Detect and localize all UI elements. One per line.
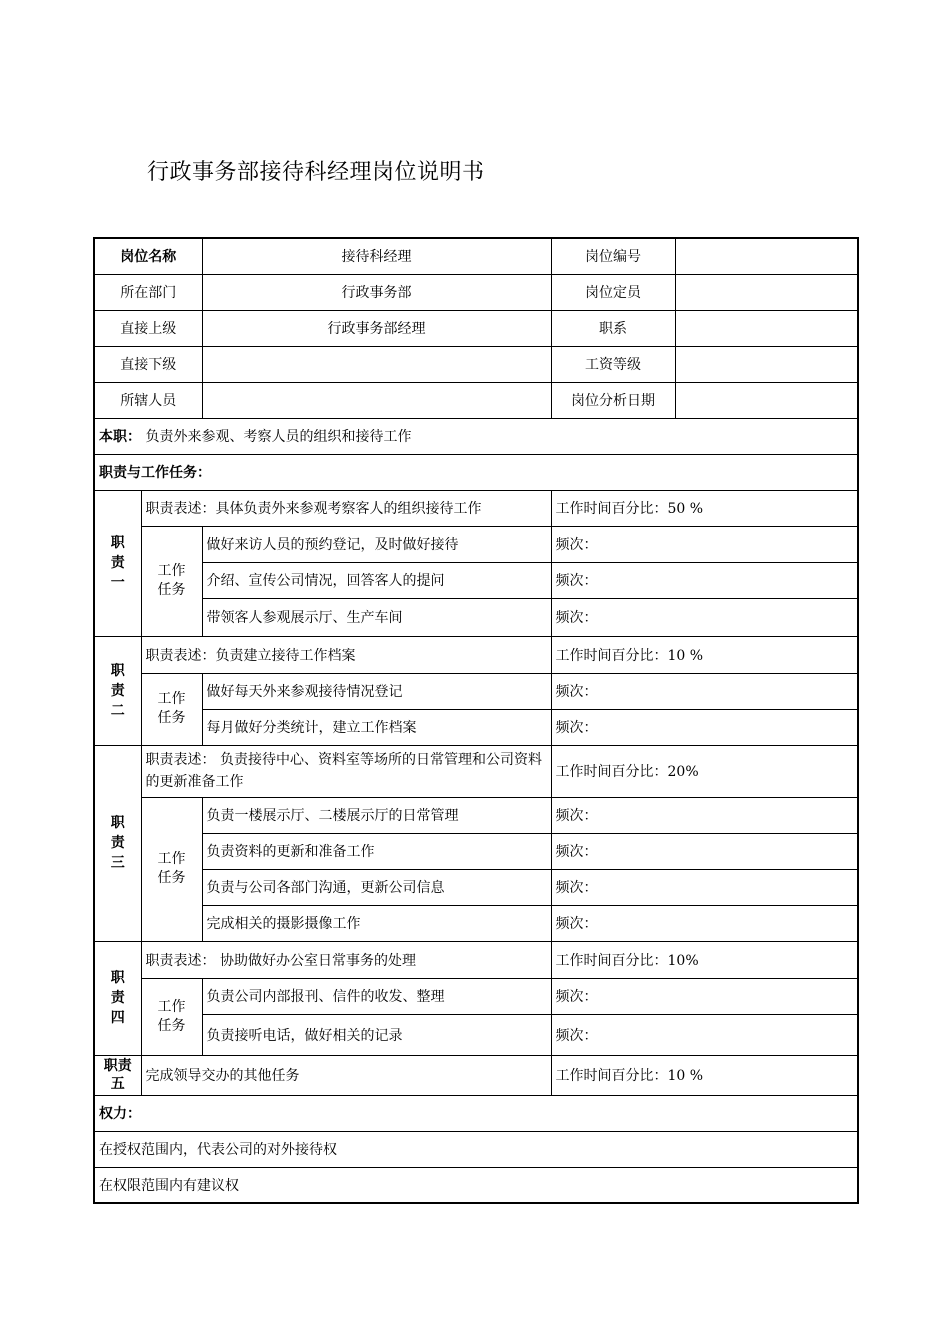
task-freq: 频次：	[551, 562, 858, 598]
task-freq: 频次：	[551, 833, 858, 869]
post-no-value	[675, 238, 858, 274]
duty-pct: 工作时间百分比：50 %	[551, 490, 858, 526]
duty-label: 职 责 二	[94, 636, 141, 745]
task-row	[94, 833, 858, 869]
duties-header: 职责与工作任务：	[94, 454, 858, 490]
task-text: 做好每天外来参观接待情况登记	[202, 673, 551, 709]
duty-desc: 职责表述： 协助做好办公室日常事务的处理	[141, 941, 551, 978]
duty-desc: 职责表述：具体负责外来参观考察客人的组织接待工作	[141, 490, 551, 526]
info-row	[94, 382, 858, 418]
salary-value	[675, 346, 858, 382]
series-label: 职系	[551, 310, 675, 346]
duty-desc: 职责表述： 负责接待中心、资料室等场所的日常管理和公司资料的更新准备工作	[141, 745, 551, 797]
salary-label: 工资等级	[551, 346, 675, 382]
duty-label: 职责 五	[94, 1055, 141, 1095]
task-text: 负责一楼展示厅、二楼展示厅的日常管理	[202, 797, 551, 833]
quota-label: 岗位定员	[551, 274, 675, 310]
summary-cell	[94, 418, 858, 454]
rights-header-row	[94, 1095, 858, 1131]
task-row	[94, 673, 858, 709]
analysis-date-value	[675, 382, 858, 418]
series-value	[675, 310, 858, 346]
summary-label: 本职：	[99, 429, 141, 445]
rights-item: 在授权范围内，代表公司的对外接待权	[94, 1131, 858, 1167]
info-row	[94, 346, 858, 382]
duty-pct: 工作时间百分比：10 %	[551, 1055, 858, 1095]
duty-desc: 完成领导交办的其他任务	[141, 1055, 551, 1095]
duty-pct: 工作时间百分比：10%	[551, 941, 858, 978]
task-label: 工作 任务	[141, 978, 202, 1055]
task-freq: 频次：	[551, 797, 858, 833]
task-freq: 频次：	[551, 905, 858, 941]
task-freq: 频次：	[551, 1014, 858, 1055]
subordinate-value	[202, 346, 551, 382]
task-text: 完成相关的摄影摄像工作	[202, 905, 551, 941]
duty-desc-row	[94, 1055, 858, 1095]
task-text: 介绍、宣传公司情况，回答客人的提问	[202, 562, 551, 598]
duty-label: 职 责 一	[94, 490, 141, 636]
duty-desc: 职责表述：负责建立接待工作档案	[141, 636, 551, 673]
superior-label: 直接上级	[94, 310, 202, 346]
post-no-label: 岗位编号	[551, 238, 675, 274]
duty-label: 职 责 三	[94, 745, 141, 941]
task-row	[94, 598, 858, 636]
task-row	[94, 978, 858, 1014]
task-freq: 频次：	[551, 673, 858, 709]
task-row	[94, 869, 858, 905]
rights-row	[94, 1167, 858, 1203]
subordinate-label: 直接下级	[94, 346, 202, 382]
rights-row	[94, 1131, 858, 1167]
task-text: 负责与公司各部门沟通，更新公司信息	[202, 869, 551, 905]
page-title: 行政事务部接待科经理岗位说明书	[147, 160, 485, 185]
task-row	[94, 526, 858, 562]
info-row	[94, 238, 858, 274]
post-name-label: 岗位名称	[94, 238, 202, 274]
task-label: 工作 任务	[141, 526, 202, 636]
dept-label: 所在部门	[94, 274, 202, 310]
task-row	[94, 1014, 858, 1055]
task-freq: 频次：	[551, 709, 858, 745]
task-row	[94, 905, 858, 941]
analysis-date-label: 岗位分析日期	[551, 382, 675, 418]
job-description-table	[93, 237, 859, 1204]
task-text: 负责接听电话，做好相关的记录	[202, 1014, 551, 1055]
quota-value	[675, 274, 858, 310]
summary-row	[94, 418, 858, 454]
task-row	[94, 709, 858, 745]
task-label: 工作 任务	[141, 797, 202, 941]
duty-pct: 工作时间百分比：20%	[551, 745, 858, 797]
duty-label: 职 责 四	[94, 941, 141, 1055]
task-text: 带领客人参观展示厅、生产车间	[202, 598, 551, 636]
duty-desc-row	[94, 636, 858, 673]
task-freq: 频次：	[551, 869, 858, 905]
dept-value: 行政事务部	[202, 274, 551, 310]
superior-value: 行政事务部经理	[202, 310, 551, 346]
task-freq: 频次：	[551, 526, 858, 562]
task-row	[94, 797, 858, 833]
info-row	[94, 310, 858, 346]
task-text: 每月做好分类统计，建立工作档案	[202, 709, 551, 745]
task-text: 负责公司内部报刊、信件的收发、整理	[202, 978, 551, 1014]
duty-desc-row	[94, 745, 858, 797]
task-freq: 频次：	[551, 598, 858, 636]
duties-header-row	[94, 454, 858, 490]
duty-desc-row	[94, 941, 858, 978]
task-row	[94, 562, 858, 598]
task-label: 工作 任务	[141, 673, 202, 745]
summary-text: 负责外来参观、考察人员的组织和接待工作	[145, 429, 412, 445]
post-name-value: 接待科经理	[202, 238, 551, 274]
duty-desc-row	[94, 490, 858, 526]
rights-item: 在权限范围内有建议权	[94, 1167, 858, 1203]
task-freq: 频次：	[551, 978, 858, 1014]
task-text: 负责资料的更新和准备工作	[202, 833, 551, 869]
staff-label: 所辖人员	[94, 382, 202, 418]
rights-header: 权力：	[94, 1095, 858, 1131]
info-row	[94, 274, 858, 310]
staff-value	[202, 382, 551, 418]
duty-pct: 工作时间百分比：10 %	[551, 636, 858, 673]
task-text: 做好来访人员的预约登记，及时做好接待	[202, 526, 551, 562]
